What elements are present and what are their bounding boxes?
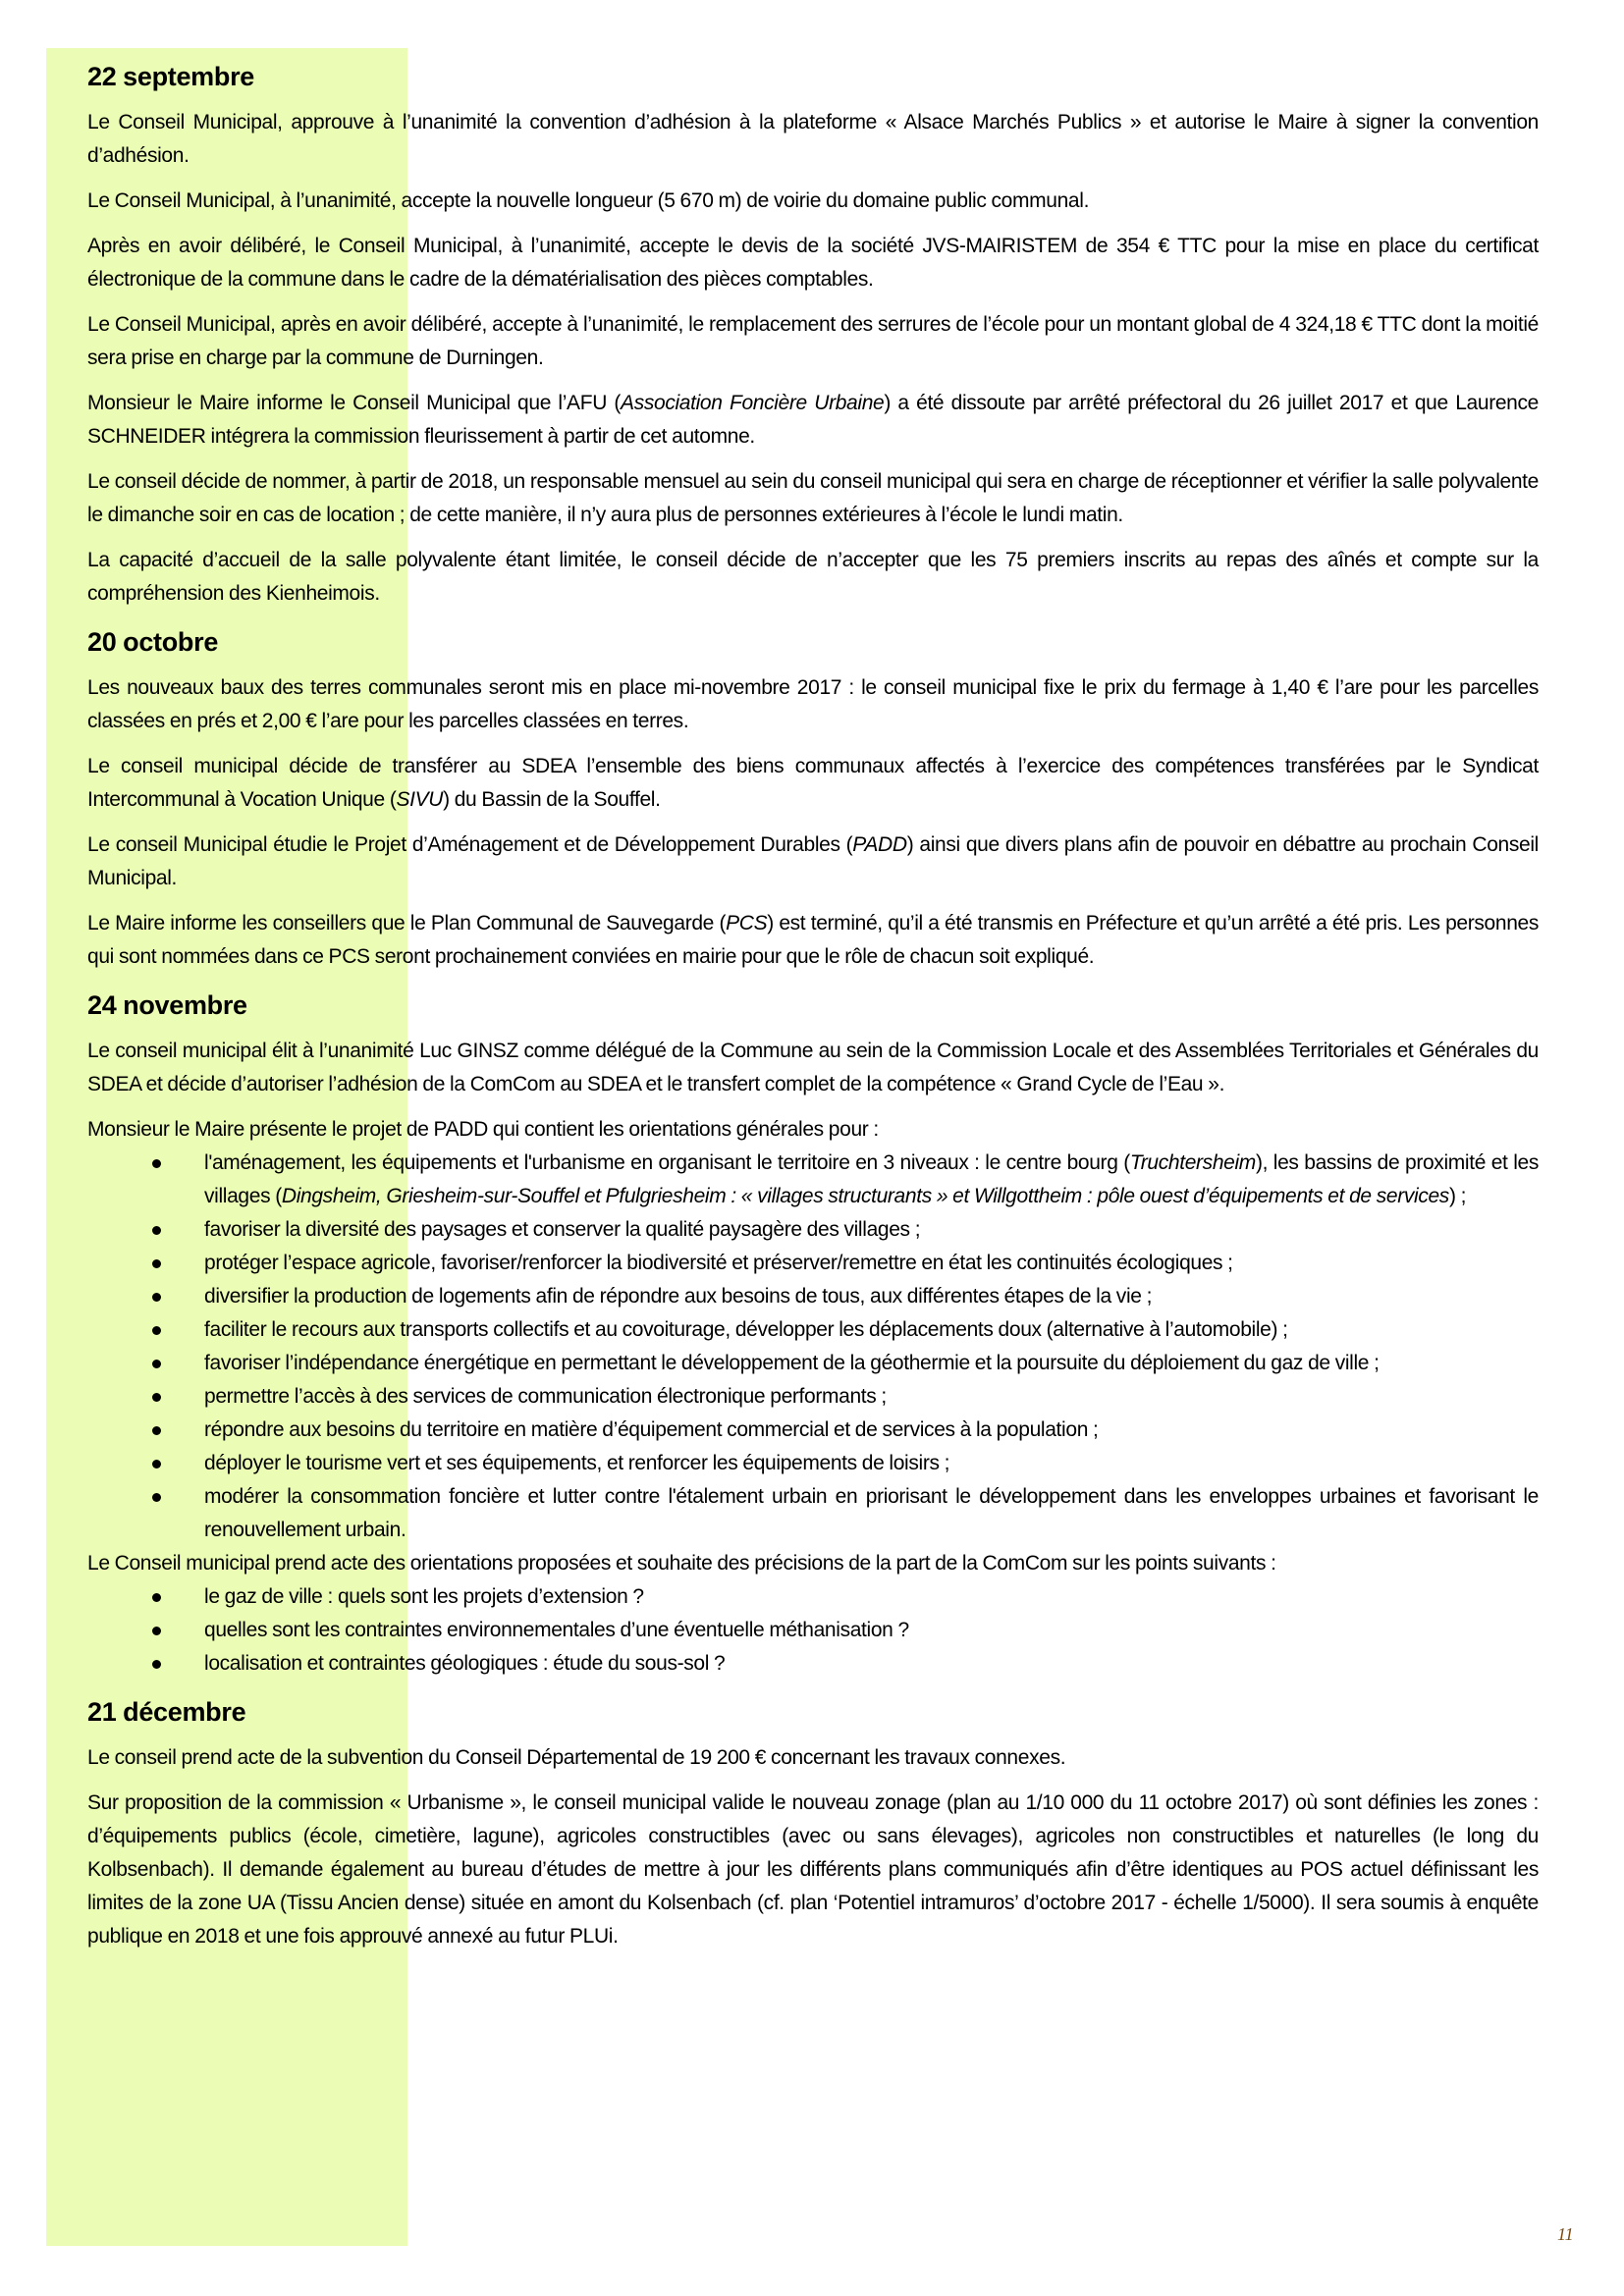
- paragraph: [87, 828, 1539, 895]
- list-item: [87, 1614, 1539, 1647]
- paragraph: Le conseil décide de nommer, à partir de 2018, un responsable mensuel au sein du conseil municipal qui sera en charge de réceptionner et vérifier la salle polyvalente le dimanche soir en cas de location ; de cette manière, il n’y aura plus de personnes extérieures à l’école le lundi matin.: [87, 470, 1539, 526]
- section-title: 20 octobre: [87, 627, 219, 657]
- paragraph: [87, 387, 1539, 454]
- bullet-icon: [152, 1460, 161, 1468]
- paragraph: Le Conseil Municipal, après en avoir délibéré, accepte à l’unanimité, le remplacement des serrures de l’école pour un montant global de 4 324,18 € TTC dont la moitié sera prise en charge par la commune de Durningen.: [87, 313, 1539, 369]
- italic-text: Association Foncière Urbaine: [621, 392, 885, 414]
- section-22-septembre: [87, 57, 1539, 611]
- paragraph: La capacité d’accueil de la salle polyvalente étant limitée, le conseil décide de n’accepter que les 75 premiers inscrits au repas des aînés et compte sur la compréhension des Kienheimois.: [87, 549, 1539, 605]
- section-title: 24 novembre: [87, 990, 247, 1020]
- bullet-icon: [152, 1426, 161, 1435]
- bullet-icon: [152, 1360, 161, 1368]
- text: ) du Bassin de la Souffel.: [443, 788, 661, 811]
- padd-intro: Monsieur le Maire présente le projet de PADD qui contient les orientations générales pour :: [87, 1118, 879, 1141]
- bullet-icon: [152, 1326, 161, 1335]
- section-24-novembre: [87, 986, 1539, 1681]
- text: ) est terminé, qu’il a été transmis en Préfecture et qu’un arrêté a été pris. Les personnes qui sont nommées dans ce PCS seront prochainement conviées en mairie pour que le rôle de chacun soit expliqué.: [87, 912, 1539, 968]
- text: quelles sont les contraintes environnementales d’une éventuelle méthanisation ?: [204, 1619, 909, 1641]
- italic-text: Truchtersheim: [1129, 1151, 1256, 1174]
- paragraph: Le Conseil Municipal, à l’unanimité, accepte la nouvelle longueur (5 670 m) de voirie du domaine public communal.: [87, 189, 1090, 212]
- text: faciliter le recours aux transports collectifs et au covoiturage, développer les déplacements doux (alternative à l’automobile) ;: [204, 1318, 1288, 1341]
- text: favoriser l’indépendance énergétique en permettant le développement de la géothermie et la poursuite du déploiement du gaz de ville ;: [204, 1352, 1380, 1374]
- text: ), les bassins de proximité et les villages (: [204, 1151, 1539, 1207]
- list-item: [87, 1147, 1539, 1213]
- section-title: 21 décembre: [87, 1697, 246, 1727]
- text: ) a été dissoute par arrêté préfectoral du 26 juillet 2017 et que Laurence SCHNEIDER intégrera la commission fleurissement à partir de cet automne.: [87, 392, 1539, 448]
- paragraph: [87, 750, 1539, 817]
- list-item: [87, 1313, 1539, 1347]
- text: Monsieur le Maire informe le Conseil Municipal que l’AFU (: [87, 392, 622, 414]
- text: Le Maire informe les conseillers que le Plan Communal de Sauvegarde (: [87, 912, 727, 934]
- bullet-icon: [152, 1293, 161, 1302]
- section-20-octobre: [87, 622, 1539, 974]
- questions-list: [87, 1580, 1539, 1681]
- bullet-icon: [152, 1660, 161, 1669]
- text: Le conseil municipal décide de transférer au SDEA l’ensemble des biens communaux affectés à l’exercice des compétences transférées par le Syndicat Intercommunal à Vocation Unique (: [87, 755, 1539, 811]
- text: le gaz de ville : quels sont les projets d’extension ?: [204, 1585, 644, 1608]
- section-title: 22 septembre: [87, 62, 254, 91]
- list-item: [87, 1380, 1539, 1414]
- bullet-icon: [152, 1593, 161, 1602]
- page-number: 11: [1557, 2224, 1574, 2244]
- text: répondre aux besoins du territoire en matière d’équipement commercial et de services à la population ;: [204, 1418, 1099, 1441]
- italic-text: PADD: [852, 833, 907, 856]
- section-21-decembre: [87, 1692, 1539, 1953]
- bullet-icon: [152, 1159, 161, 1168]
- italic-text: SIVU: [396, 788, 444, 811]
- bullet-icon: [152, 1259, 161, 1268]
- bullet-icon: [152, 1393, 161, 1402]
- list-item: [87, 1580, 1539, 1614]
- text: favoriser la diversité des paysages et conserver la qualité paysagère des villages ;: [204, 1218, 921, 1241]
- padd-orientations-list: [87, 1147, 1539, 1547]
- text: Le conseil Municipal étudie le Projet d’Aménagement et de Développement Durables (: [87, 833, 853, 856]
- list-item: [87, 1480, 1539, 1547]
- italic-text: Dingsheim, Griesheim-sur-Souffel et Pfulgriesheim : « villages structurants » et Willgottheim : pôle ouest d’équipements et de services: [281, 1185, 1449, 1207]
- list-item: [87, 1347, 1539, 1380]
- paragraph: [87, 907, 1539, 974]
- list-item: [87, 1280, 1539, 1313]
- text: protéger l’espace agricole, favoriser/renforcer la biodiversité et préserver/remettre en état les continuités écologiques ;: [204, 1252, 1233, 1274]
- paragraph: Le Conseil Municipal, approuve à l’unanimité la convention d’adhésion à la plateforme « Alsace Marchés Publics » et autorise le Maire à signer la convention d’adhésion.: [87, 111, 1539, 167]
- list-item: [87, 1647, 1539, 1681]
- list-item: [87, 1414, 1539, 1447]
- paragraph: Le conseil municipal élit à l’unanimité Luc GINSZ comme délégué de la Commune au sein de la Commission Locale et des Assemblées Territoriales et Générales du SDEA et décide d’autoriser l’adhésion de la ComCom au SDEA et le transfert complet de la compétence « Grand Cycle de l’Eau ».: [87, 1040, 1539, 1095]
- list-item: [87, 1447, 1539, 1480]
- text: diversifier la production de logements afin de répondre aux besoins de tous, aux différentes étapes de la vie ;: [204, 1285, 1153, 1308]
- text: permettre l’accès à des services de communication électronique performants ;: [204, 1385, 887, 1408]
- document-body: [87, 57, 1539, 1965]
- list-item: [87, 1213, 1539, 1247]
- list-item: [87, 1247, 1539, 1280]
- paragraph: Les nouveaux baux des terres communales seront mis en place mi-novembre 2017 : le conseil municipal fixe le prix du fermage à 1,40 € l’are pour les parcelles classées en prés et 2,00 € l’are pour les parcelles classées en terres.: [87, 676, 1539, 732]
- text: ) ainsi que divers plans afin de pouvoir en débattre au prochain Conseil Municipal.: [87, 833, 1539, 889]
- text: modérer la consommation foncière et lutter contre l'étalement urbain en priorisant le développement dans les enveloppes urbaines et favorisant le renouvellement urbain.: [204, 1485, 1539, 1541]
- questions-intro: Le Conseil municipal prend acte des orientations proposées et souhaite des précisions de la part de la ComCom sur les points suivants :: [87, 1552, 1276, 1575]
- text: déployer le tourisme vert et ses équipements, et renforcer les équipements de loisirs ;: [204, 1452, 950, 1474]
- text: localisation et contraintes géologiques : étude du sous-sol ?: [204, 1652, 726, 1675]
- paragraph: Sur proposition de la commission « Urbanisme », le conseil municipal valide le nouveau zonage (plan au 1/10 000 du 11 octobre 2017) où sont définies les zones : d’équipements publics (école, cimetière, lagune), agricoles constructibles (avec ou sans élevages), agricoles non constructibles et naturelles (le long du Kolbsenbach). Il demande également au bureau d’études de mettre à jour les différents plans communiqués afin d’être identiques au POS actuel définissant les limites de la zone UA (Tissu Ancien dense) située en amont du Kolsenbach (cf. plan ‘Potentiel intramuros’ d’octobre 2017 - échelle 1/5000). Il sera soumis à enquête publique en 2018 et une fois approuvé annexé au futur PLUi.: [87, 1791, 1539, 1948]
- bullet-icon: [152, 1226, 161, 1235]
- bullet-icon: [152, 1493, 161, 1502]
- italic-text: PCS: [726, 912, 768, 934]
- paragraph: Après en avoir délibéré, le Conseil Municipal, à l’unanimité, accepte le devis de la société JVS-MAIRISTEM de 354 € TTC pour la mise en place du certificat électronique de la commune dans le cadre de la dématérialisation des pièces comptables.: [87, 235, 1539, 291]
- bullet-icon: [152, 1627, 161, 1635]
- text: ) ;: [1448, 1185, 1467, 1207]
- paragraph: Le conseil prend acte de la subvention du Conseil Départemental de 19 200 € concernant les travaux connexes.: [87, 1746, 1066, 1769]
- text: l'aménagement, les équipements et l'urbanisme en organisant le territoire en 3 niveaux : le centre bourg (: [204, 1151, 1130, 1174]
